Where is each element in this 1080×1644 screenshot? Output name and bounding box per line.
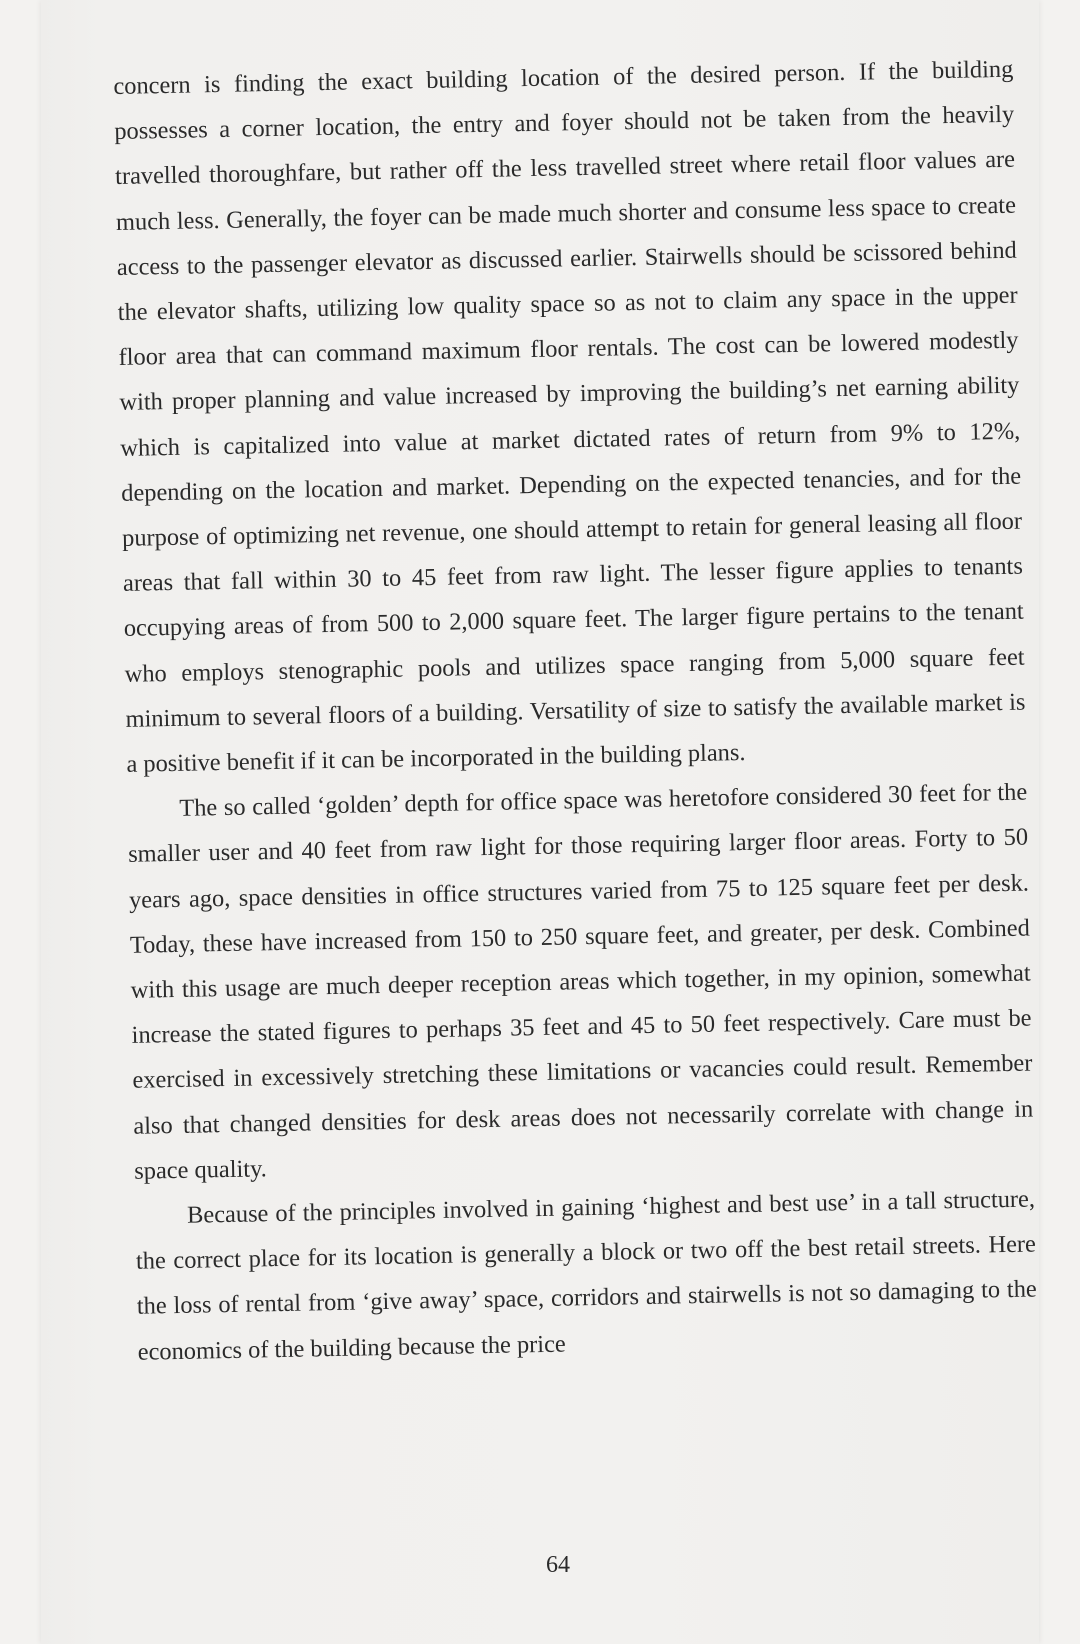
page-number: 64	[546, 1552, 570, 1578]
paragraph-2: The so called ‘golden’ depth for office space was heretofore considered 30 feet for the smaller user and 40 feet from raw light for those requiring larger floor areas. Forty to 50 years ago, space densities in office structures varied from 75 to 125 square feet per desk. Today, these have increased from 150 to 250 square feet, and greater, per desk. Combined with this usage are much deeper reception areas which together, in my opinion, somewhat increase the stated figures to perhaps 35 feet and 45 to 50 feet respectively. Care must be exercised in excessively stretching these limitations or vacancies could result. Remember also that changed densities for desk areas does not necessarily correlate with change in space quality.	[127, 778, 1034, 1185]
paragraph-3: Because of the principles involved in gaining ‘highest and best use’ in a tall structure, the correct place for its location is generally a block or two off the best retail streets. Here the loss of rental from ‘give away’ space, corridors and stairwells is not so damaging to the economics of the building because the price	[135, 1185, 1037, 1366]
body-text	[113, 47, 1038, 1375]
paragraph-1: concern is finding the exact building location of the desired person. If the building possesses a corner location, the entry and foyer should not be taken from the heavily travelled thoroughfare, but rather off the less travelled street where retail floor values are much less. Generally, the foyer can be made much shorter and consume less space to create access to the passenger elevator as discussed earlier. Stairwells should be scissored behind the elevator shafts, utilizing low quality space so as not to claim any space in the upper floor area that can command maximum floor rentals. The cost can be lowered modestly with proper planning and value increased by improving the building’s net earning ability which is capitalized into value at market dictated rates of return from 9% to 12%, depending on the location and market. Depending on the expected tenancies, and for the purpose of optimizing net revenue, one should attempt to retain for general leasing all floor areas that fall within 30 to 45 feet from raw light. The lesser figure applies to tenants occupying areas of from 500 to 2,000 square feet. The larger figure pertains to the tenant who employs stenographic pools and utilizes space ranging from 5,000 square feet minimum to several floors of a building. Versatility of size to satisfy the available market is a positive benefit if it can be incorporated in the building plans.	[113, 55, 1026, 778]
